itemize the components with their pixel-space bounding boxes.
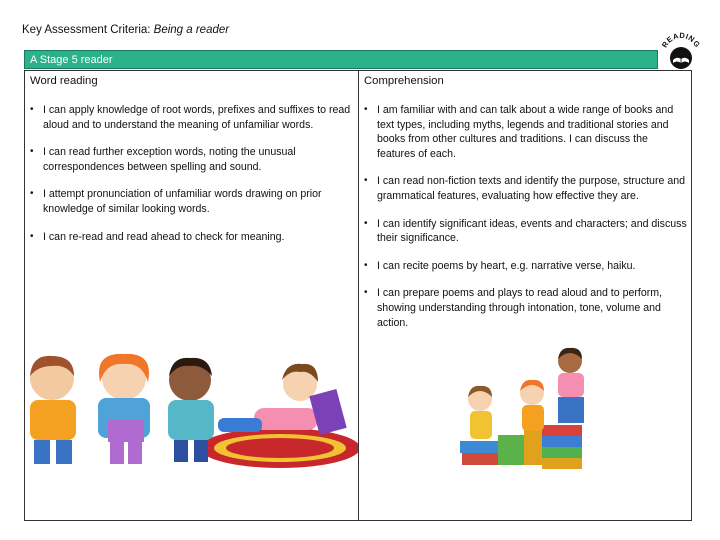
title-topic: Being a reader	[153, 24, 230, 36]
children-reading-illustration	[18, 348, 358, 468]
title-label: Key Assessment Criteria:	[22, 24, 154, 36]
comprehension-heading: Comprehension	[364, 75, 444, 87]
list-item: • I can read further exception words, noting the unusual correspondences between spelling and sound.	[29, 145, 355, 174]
svg-text:READING: READING	[659, 30, 703, 50]
word-reading-list	[29, 103, 355, 244]
stage-banner: A Stage 5 reader	[24, 50, 658, 69]
list-item: • I can identify significant ideas, events and characters; and discuss their significance.	[363, 217, 689, 246]
list-item: • I am familiar with and can talk about a wide range of books and text types, including myths, legends and traditional stories and books from other cultures and traditions. I can discuss the features of each.	[363, 103, 689, 161]
list-item: • I attempt pronunciation of unfamiliar words drawing on prior knowledge of similar looking words.	[29, 187, 355, 216]
list-item: • I can apply knowledge of root words, prefixes and suffixes to read aloud and to understand the meaning of unfamiliar words.	[29, 103, 355, 132]
list-item: • I can re-read and read ahead to check for meaning.	[29, 230, 355, 245]
list-item: • I can read non-fiction texts and identify the purpose, structure and grammatical features, evaluating how effective they are.	[363, 174, 689, 203]
list-item: • I can recite poems by heart, e.g. narrative verse, haiku.	[363, 259, 689, 274]
word-reading-heading: Word reading	[30, 75, 98, 87]
page-title	[22, 24, 229, 36]
reading-badge-icon	[659, 30, 703, 74]
stacked-books-illustration	[458, 345, 606, 473]
list-item: • I can prepare poems and plays to read aloud and to perform, showing understanding through intonation, tone, volume and action.	[363, 286, 689, 330]
comprehension-list	[363, 103, 689, 330]
